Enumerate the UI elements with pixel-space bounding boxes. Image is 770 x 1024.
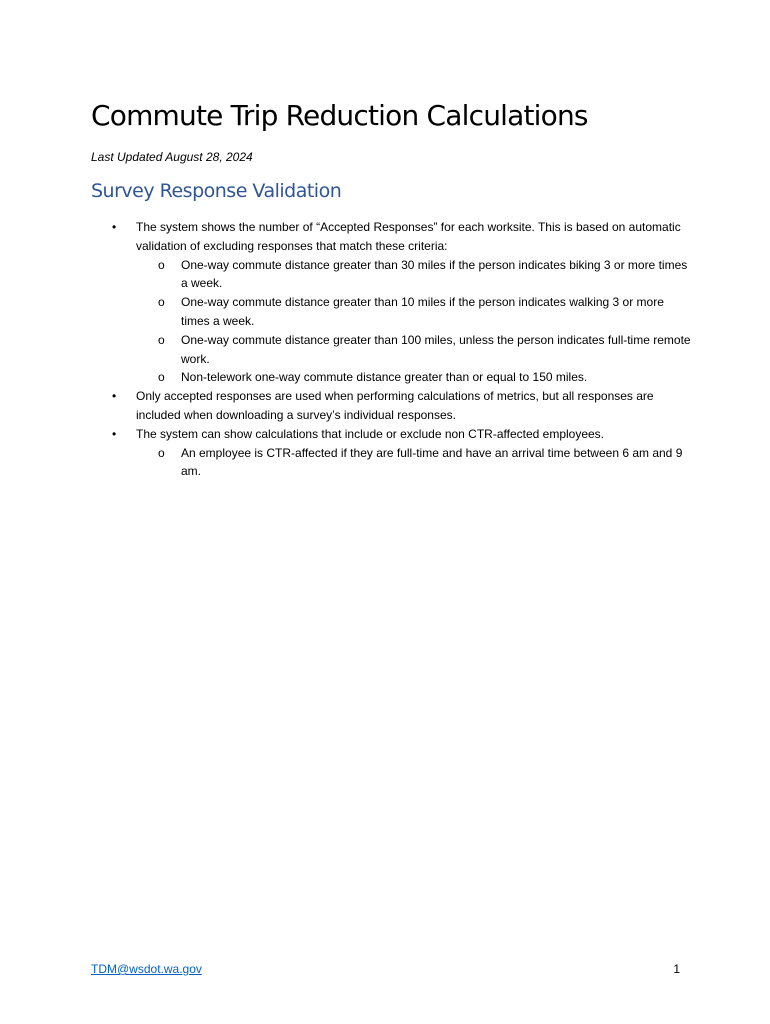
sub-list-item <box>136 331 691 369</box>
circle-bullet-icon: o <box>158 332 165 347</box>
section-heading: Survey Response Validation <box>91 180 342 202</box>
circle-bullet-icon: o <box>158 257 165 272</box>
bullet-icon: • <box>112 426 117 441</box>
list-item-text: The system can show calculations that include or exclude non CTR-affected employees. <box>136 426 605 441</box>
footer-email-link[interactable]: TDM@wsdot.wa.gov <box>91 962 202 976</box>
circle-bullet-icon: o <box>158 370 165 385</box>
sub-bullet-list <box>136 444 691 482</box>
last-updated-date: Last Updated August 28, 2024 <box>91 150 253 164</box>
sub-list-item <box>136 444 691 482</box>
list-item <box>91 387 691 425</box>
list-item-text: The system shows the number of “Accepted Responses” for each worksite. This is based on automatic validation of excluding responses that match these criteria: <box>136 220 681 253</box>
sub-list-item-text: Non-telework one-way commute distance greater than or equal to 150 miles. <box>181 370 588 385</box>
sub-list-item-text: One-way commute distance greater than 10 miles if the person indicates walking 3 or more times a week. <box>181 295 664 328</box>
circle-bullet-icon: o <box>158 445 165 460</box>
list-item-text: Only accepted responses are used when performing calculations of metrics, but all responses are included when downloading a survey’s individual responses. <box>136 389 654 422</box>
bullet-icon: • <box>112 389 117 404</box>
sub-list-item <box>136 293 691 331</box>
sub-list-item-text: One-way commute distance greater than 30 miles if the person indicates biking 3 or more times a week. <box>181 257 688 291</box>
list-item <box>91 218 691 387</box>
page-number: 1 <box>673 962 680 976</box>
sub-list-item <box>136 368 691 387</box>
bullet-icon: • <box>112 220 117 234</box>
bullet-list <box>91 218 691 481</box>
list-item <box>91 425 691 481</box>
circle-bullet-icon: o <box>158 295 165 310</box>
document-title: Commute Trip Reduction Calculations <box>91 99 588 132</box>
sub-list-item-text: One-way commute distance greater than 100 miles, unless the person indicates full-time remote work. <box>181 332 691 366</box>
sub-list-item <box>136 256 691 294</box>
sub-list-item-text: An employee is CTR-affected if they are full-time and have an arrival time between 6 am and 9 am. <box>181 445 683 479</box>
sub-bullet-list <box>136 256 691 388</box>
